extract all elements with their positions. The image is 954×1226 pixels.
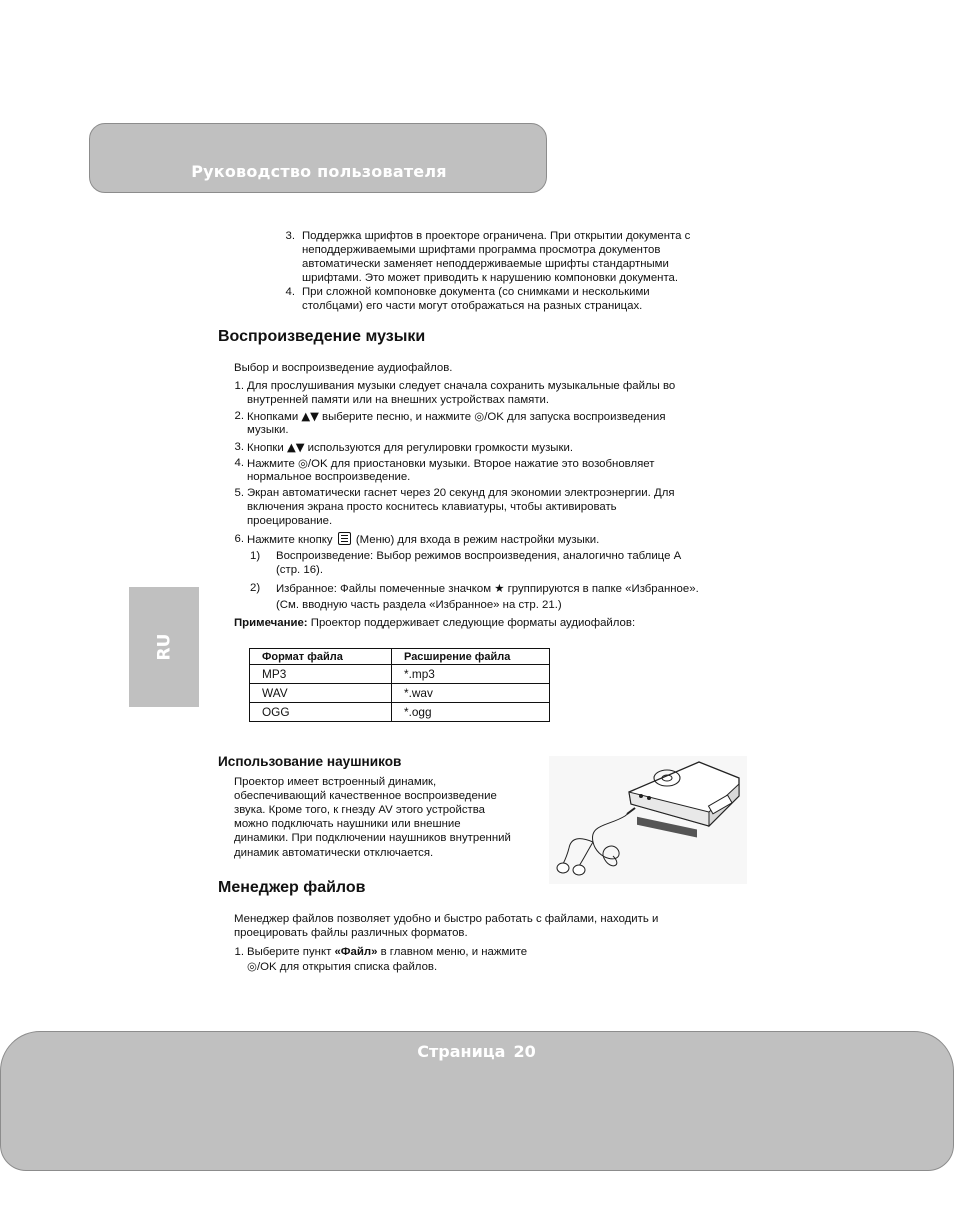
menu-icon <box>338 532 351 545</box>
headphones-heading: Использование наушников <box>218 754 402 769</box>
headphones-text-line: можно подключать наушники или внешние <box>234 818 461 830</box>
music-step-3-line: Кнопки ▲▼ используются для регулировки громкости музыки. <box>247 440 573 454</box>
headphones-text-line: динамик автоматически отключается. <box>234 847 434 859</box>
file-manager-text-line: проецировать файлы различных форматов. <box>234 927 468 939</box>
page-label: Страница <box>417 1042 506 1061</box>
music-sub-1-number: 1) <box>250 550 261 562</box>
intro-item-4-line: При сложной компоновке документа (со снимками и несколькими <box>302 286 650 298</box>
music-heading: Воспроизведение музыки <box>218 328 426 345</box>
intro-item-3-number: 3. <box>285 230 295 242</box>
up-down-arrows-icon: ▲▼ <box>301 409 319 423</box>
intro-item-3-line: шрифтами. Это может приводить к нарушению компоновки документа. <box>302 272 679 284</box>
music-sub-1-line: Воспроизведение: Выбор режимов воспроизведения, аналогично таблице A <box>276 550 682 562</box>
table-cell-extension: *.wav <box>392 684 550 703</box>
music-note: Примечание: Проектор поддерживает следующие форматы аудиофайлов: <box>234 617 636 629</box>
table-row <box>250 703 550 722</box>
music-step-2-line: Кнопками ▲▼ выберите песню, и нажмите ◎/OK для запуска воспроизведения <box>247 409 666 423</box>
intro-item-3-line: автоматически заменяет неподдерживаемые шрифты стандартными <box>302 258 669 270</box>
ok-button-icon: ◎ <box>297 456 308 470</box>
intro-item-4-line: столбцами) его части могут отображаться на разных страницах. <box>302 300 643 312</box>
file-manager-step-1-number: 1. <box>234 946 244 958</box>
ok-button-icon: ◎ <box>247 959 257 973</box>
table-header-format: Формат файла <box>250 649 392 665</box>
table-row <box>250 665 550 684</box>
note-label: Примечание: <box>234 617 308 629</box>
music-step-2-line: музыки. <box>247 424 289 436</box>
headphones-text-line: звука. Кроме того, к гнезду AV этого устройства <box>234 804 485 816</box>
header-tab <box>89 123 547 193</box>
table-cell-format: OGG <box>250 703 392 722</box>
projector-earphones-illustration <box>549 756 747 884</box>
table-cell-extension: *.ogg <box>392 703 550 722</box>
headphones-text-line: динамики. При подключении наушников внутренний <box>234 832 511 844</box>
music-step-1-line: внутренней памяти или на внешних устройствах памяти. <box>247 394 550 406</box>
file-manager-step-1-line: Выберите пункт «Файл» в главном меню, и нажмите <box>247 946 528 958</box>
intro-item-3-line: Поддержка шрифтов в проекторе ограничена. При открытии документа с <box>302 230 691 242</box>
music-step-3-number: 3. <box>234 441 244 453</box>
page-number-value: 20 <box>513 1042 536 1061</box>
music-step-1-number: 1. <box>234 380 244 392</box>
music-sub-2-line: (См. вводную часть раздела «Избранное» на стр. 21.) <box>276 599 562 611</box>
page-number <box>1 1042 952 1061</box>
language-label: RU <box>154 633 174 661</box>
music-sub-2-number: 2) <box>250 582 261 594</box>
file-manager-text-line: Менеджер файлов позволяет удобно и быстро работать с файлами, находить и <box>234 913 659 925</box>
language-tab <box>129 587 199 707</box>
music-sub-2-line: Избранное: Файлы помеченные значком ★ группируются в папке «Избранное». <box>276 581 699 595</box>
footer-band <box>0 1031 954 1171</box>
music-step-5-line: включения экрана просто коснитесь клавиатуры, чтобы активировать <box>247 501 617 513</box>
star-icon: ★ <box>494 581 505 595</box>
music-step-6-line: Нажмите кнопку (Меню) для входа в режим настройки музыки. <box>247 534 600 546</box>
audio-formats-table <box>249 648 550 722</box>
file-manager-heading: Менеджер файлов <box>218 879 366 896</box>
file-manager-step-1-line: ◎/OK для открытия списка файлов. <box>247 959 438 973</box>
table-header-extension: Расширение файла <box>392 649 550 665</box>
up-down-arrows-icon: ▲▼ <box>286 440 305 454</box>
table-cell-format: WAV <box>250 684 392 703</box>
music-step-4-line: нормальное воспроизведение. <box>247 471 411 483</box>
music-step-5-line: Экран автоматически гаснет через 20 секунд для экономии электроэнергии. Для <box>247 487 675 499</box>
music-step-5-line: проецирование. <box>247 515 333 527</box>
headphones-text-line: обеспечивающий качественное воспроизведение <box>234 790 497 802</box>
table-cell-extension: *.mp3 <box>392 665 550 684</box>
music-sub-1-line: (стр. 16). <box>276 564 323 576</box>
table-row <box>250 684 550 703</box>
intro-item-4-number: 4. <box>285 286 295 298</box>
intro-item-3-line: неподдерживаемыми шрифтами программа просмотра документов <box>302 244 661 256</box>
headphones-text-line: Проектор имеет встроенный динамик, <box>234 776 437 788</box>
music-step-5-number: 5. <box>234 487 244 499</box>
music-step-4-number: 4. <box>234 457 244 469</box>
header-title: Руководство пользователя <box>191 162 447 181</box>
music-step-6-number: 6. <box>234 533 244 545</box>
ok-button-icon: ◎ <box>474 409 485 423</box>
music-step-1-line: Для прослушивания музыки следует сначала сохранить музыкальные файлы во <box>247 380 676 392</box>
music-intro: Выбор и воспроизведение аудиофайлов. <box>234 362 453 374</box>
table-cell-format: MP3 <box>250 665 392 684</box>
music-step-4-line: Нажмите ◎/OK для приостановки музыки. Второе нажатие это возобновляет <box>247 456 655 470</box>
music-step-2-number: 2. <box>234 410 244 422</box>
table-header-row <box>250 649 550 665</box>
